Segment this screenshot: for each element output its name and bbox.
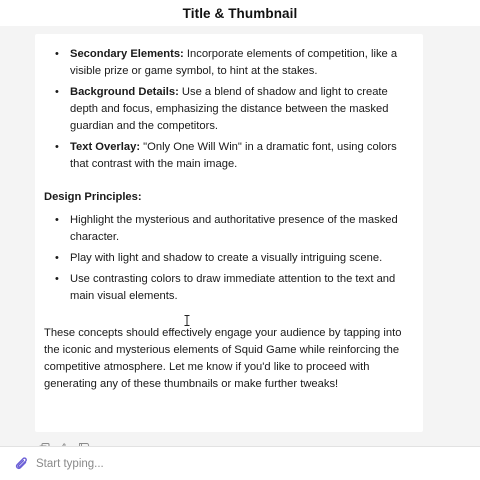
header [0, 0, 480, 26]
list-item: • Use contrasting colors to draw immediate attention to the text and main visual elements. [44, 271, 404, 305]
chat-area[interactable] [0, 26, 480, 446]
assistant-message [35, 34, 423, 432]
composer [0, 446, 480, 480]
list-item: • Text Overlay: "Only One Will Win" in a dramatic font, using colors that contrast with the main image. [44, 139, 404, 173]
element-list [44, 46, 404, 173]
message-input[interactable] [36, 454, 416, 474]
message-content [44, 46, 404, 393]
list-item: • Background Details: Use a blend of shadow and light to create depth and focus, emphasizing the distance between the masked guardian and the competitors. [44, 84, 404, 135]
attach-button[interactable] [13, 455, 31, 473]
list-item: • Highlight the mysterious and authoritative presence of the masked character. [44, 212, 404, 246]
list-item: • Play with light and shadow to create a visually intriguing scene. [44, 250, 404, 267]
design-principles-list [44, 212, 404, 305]
paperclip-icon [14, 456, 30, 472]
page-title: Title & Thumbnail [182, 5, 298, 21]
closing-paragraph: These concepts should effectively engage your audience by tapping into the iconic and mysterious elements of Squid Game while reinforcing the competitive atmosphere. Let me know if you'd like to proceed with generating any of these thumbnails or make further tweaks! [44, 327, 402, 390]
list-item: • Secondary Elements: Incorporate elements of competition, like a visible prize or game symbol, to hint at the stakes. [44, 46, 404, 80]
section-heading: Design Principles: [44, 191, 142, 203]
text-cursor-icon [184, 315, 190, 326]
